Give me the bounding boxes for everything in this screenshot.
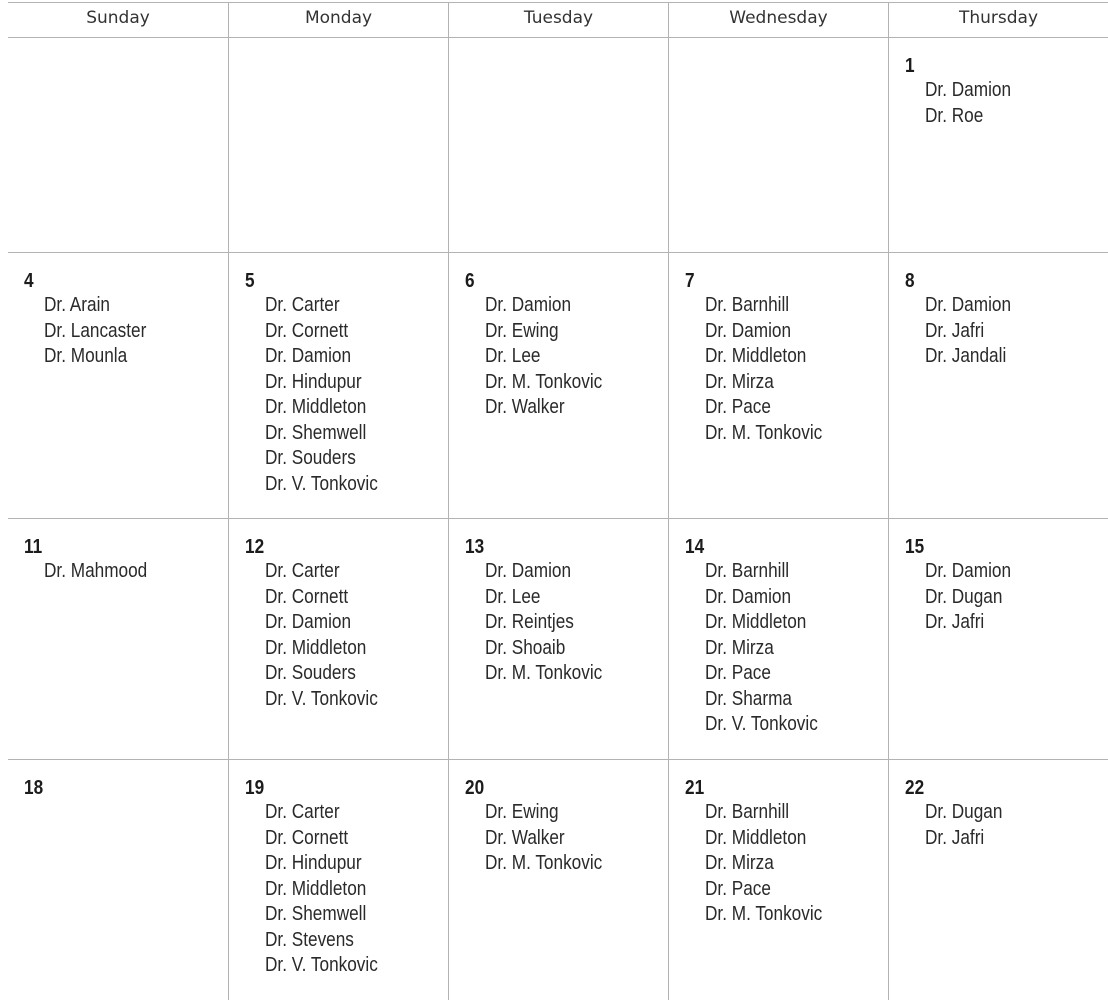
doctor-name: Dr. Mirza: [705, 636, 774, 659]
doctor-name: Dr. Shemwell: [265, 421, 367, 444]
day-cell[interactable]: [228, 38, 448, 252]
weekday-header-sunday: Sunday: [86, 8, 150, 28]
day-cell[interactable]: [448, 253, 668, 518]
weekday-header-tuesday: Tuesday: [448, 3, 668, 37]
doctor-name: Dr. Middleton: [705, 826, 807, 849]
doctor-name: Dr. Damion: [925, 79, 1012, 101]
doctor-list: [685, 559, 888, 738]
day-cell[interactable]: [888, 38, 1108, 252]
doctor-name: Dr. Hindupur: [265, 370, 362, 393]
doctor-name: Dr. Mounla: [44, 345, 128, 367]
doctor-list: [24, 559, 228, 585]
day-number: 13: [465, 536, 485, 558]
doctor-name: Dr. Hindupur: [265, 852, 362, 874]
doctor-list: [465, 293, 668, 421]
doctor-name: Dr. Carter: [265, 560, 340, 582]
day-cell[interactable]: [448, 38, 668, 252]
day-number: 21: [685, 777, 705, 799]
doctor-name: Dr. Cornett: [265, 319, 349, 342]
doctor-name: Dr. Souders: [265, 447, 356, 469]
calendar-grid: [8, 2, 1108, 1000]
doctor-name: Dr. V. Tonkovic: [265, 954, 378, 976]
doctor-list: [905, 800, 1108, 851]
day-number: 4: [24, 270, 34, 292]
doctor-name: Dr. Walker: [485, 826, 565, 849]
day-number: 20: [465, 777, 485, 799]
day-cell[interactable]: [228, 519, 448, 759]
doctor-name: Dr. Dugan: [925, 801, 1003, 823]
doctor-name: Dr. Middleton: [265, 877, 367, 900]
doctor-name: Dr. Souders: [265, 662, 356, 684]
doctor-name: Dr. Mahmood: [44, 560, 148, 582]
doctor-name: Dr. Middleton: [265, 636, 367, 659]
day-cell[interactable]: [888, 760, 1108, 1000]
doctor-name: Dr. Jafri: [925, 319, 985, 342]
doctor-name: Dr. Damion: [485, 560, 572, 582]
doctor-name: Dr. Barnhill: [705, 294, 790, 316]
doctor-name: Dr. M. Tonkovic: [485, 370, 603, 393]
doctor-list: [905, 559, 1108, 636]
day-cell[interactable]: [228, 253, 448, 518]
day-cell[interactable]: [668, 519, 888, 759]
doctor-name: Dr. Damion: [705, 585, 792, 608]
doctor-name: Dr. M. Tonkovic: [485, 662, 603, 684]
doctor-name: Dr. Barnhill: [705, 801, 790, 823]
day-cell[interactable]: [8, 253, 228, 518]
day-cell[interactable]: [668, 760, 888, 1000]
doctor-name: Dr. Damion: [925, 294, 1012, 316]
doctor-name: Dr. Dugan: [925, 585, 1003, 608]
doctor-name: Dr. Damion: [925, 560, 1012, 582]
day-number: 6: [465, 270, 475, 292]
doctor-name: Dr. Walker: [485, 396, 565, 418]
doctor-list: [905, 78, 1108, 129]
day-number: 12: [245, 536, 265, 558]
doctor-name: Dr. Mirza: [705, 852, 774, 874]
week-row: [8, 518, 1108, 759]
doctor-name: Dr. Middleton: [705, 611, 807, 633]
doctor-list: [245, 559, 448, 712]
doctor-name: Dr. Cornett: [265, 585, 349, 608]
day-number: 1: [905, 55, 915, 77]
doctor-list: [685, 800, 888, 928]
day-cell[interactable]: [8, 38, 228, 252]
doctor-name: Dr. Damion: [705, 319, 792, 342]
doctor-list: [245, 293, 448, 497]
day-number: 19: [245, 777, 265, 799]
day-cell[interactable]: [888, 519, 1108, 759]
doctor-list: [465, 800, 668, 877]
doctor-name: Dr. Damion: [485, 294, 572, 316]
day-number: 8: [905, 270, 915, 292]
doctor-name: Dr. V. Tonkovic: [265, 472, 378, 495]
week-row: [8, 759, 1108, 1000]
day-cell[interactable]: [448, 760, 668, 1000]
doctor-list: [245, 800, 448, 979]
doctor-name: Dr. Mirza: [705, 370, 774, 393]
doctor-name: Dr. Shoaib: [485, 636, 566, 659]
doctor-name: Dr. Stevens: [265, 928, 354, 951]
doctor-name: Dr. Pace: [705, 877, 771, 900]
doctor-list: [685, 293, 888, 446]
day-number: 11: [24, 536, 43, 558]
doctor-name: Dr. Pace: [705, 396, 771, 418]
day-cell[interactable]: [8, 760, 228, 1000]
doctor-name: Dr. Damion: [265, 345, 352, 367]
doctor-name: Dr. Barnhill: [705, 560, 790, 582]
day-number: 5: [245, 270, 255, 292]
doctor-name: Dr. Ewing: [485, 801, 559, 823]
week-row: [8, 252, 1108, 518]
doctor-name: Dr. Ewing: [485, 319, 559, 342]
weekday-header-wednesday: Wednesday: [668, 3, 888, 37]
doctor-list: [905, 293, 1108, 370]
day-cell[interactable]: [888, 253, 1108, 518]
day-number: 15: [905, 536, 925, 558]
weekday-header-thursday: Thursday: [888, 3, 1108, 37]
doctor-name: Dr. V. Tonkovic: [265, 687, 378, 710]
doctor-name: Dr. Damion: [265, 611, 352, 633]
doctor-name: Dr. Pace: [705, 662, 771, 684]
doctor-name: Dr. Shemwell: [265, 903, 367, 925]
week-row: [8, 37, 1108, 252]
day-number: 22: [905, 777, 925, 799]
day-cell[interactable]: [668, 38, 888, 252]
doctor-name: Dr. Jafri: [925, 611, 985, 633]
doctor-name: Dr. Cornett: [265, 826, 349, 849]
day-cell[interactable]: [448, 519, 668, 759]
doctor-name: Dr. Lancaster: [44, 319, 147, 342]
doctor-name: Dr. Carter: [265, 294, 340, 316]
doctor-name: Dr. M. Tonkovic: [705, 421, 823, 444]
doctor-name: Dr. Jandali: [925, 345, 1007, 367]
doctor-name: Dr. Sharma: [705, 687, 792, 710]
doctor-name: Dr. Lee: [485, 345, 541, 367]
day-cell[interactable]: [228, 760, 448, 1000]
doctor-name: Dr. Lee: [485, 585, 541, 608]
weekday-header-monday: Monday: [228, 3, 448, 37]
doctor-name: Dr. Arain: [44, 294, 110, 316]
doctor-name: Dr. Carter: [265, 801, 340, 823]
day-number: 14: [685, 536, 705, 558]
doctor-name: Dr. Middleton: [265, 396, 367, 418]
day-cell[interactable]: [668, 253, 888, 518]
weekday-header-row: [8, 2, 1108, 37]
doctor-name: Dr. M. Tonkovic: [705, 903, 823, 925]
doctor-name: Dr. V. Tonkovic: [705, 713, 818, 735]
calendar-weeks: [8, 37, 1108, 1000]
doctor-name: Dr. Reintjes: [485, 611, 574, 633]
day-number: 7: [685, 270, 695, 292]
day-cell[interactable]: [8, 519, 228, 759]
doctor-list: [24, 293, 228, 370]
doctor-name: Dr. Jafri: [925, 826, 985, 849]
doctor-name: Dr. Middleton: [705, 345, 807, 367]
day-number: 18: [24, 777, 44, 799]
doctor-name: Dr. Roe: [925, 104, 984, 127]
doctor-list: [465, 559, 668, 687]
doctor-name: Dr. M. Tonkovic: [485, 852, 603, 874]
